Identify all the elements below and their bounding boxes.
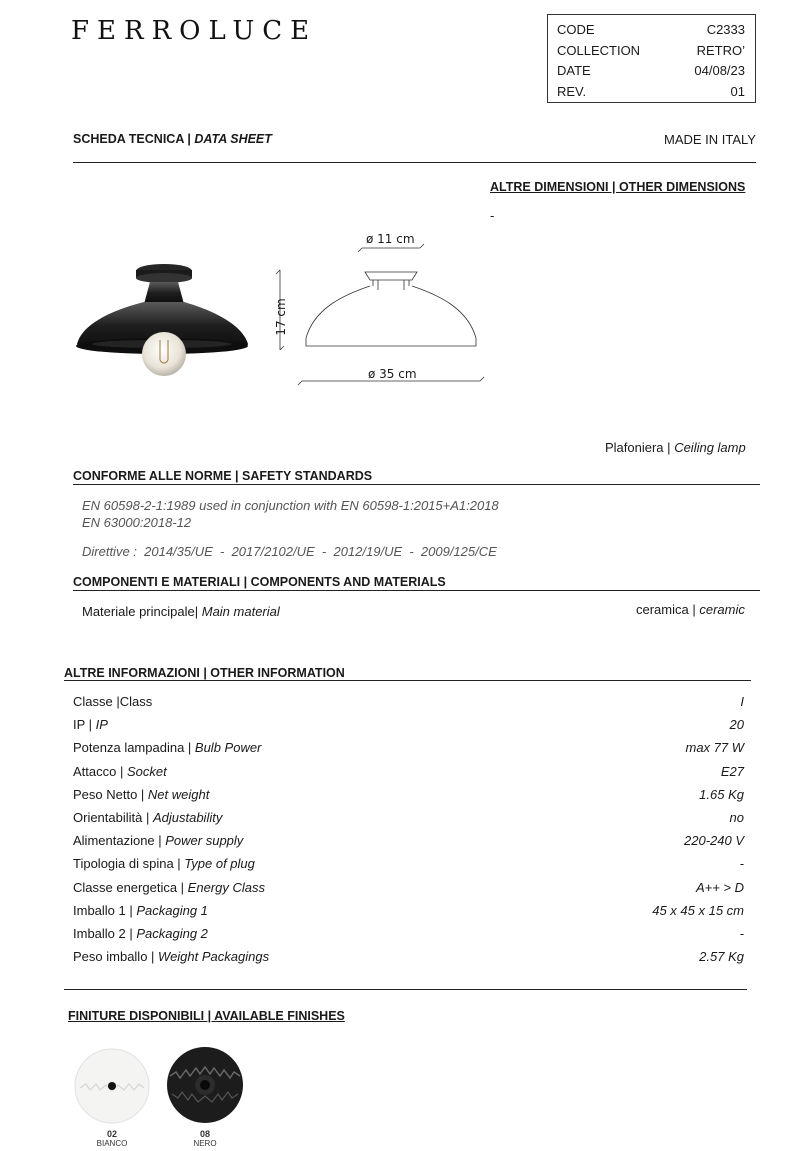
finishes-title: FINITURE DISPONIBILI | AVAILABLE FINISHES bbox=[68, 1009, 345, 1023]
info-row-code: CODE C2333 bbox=[557, 22, 745, 37]
table-row: Orientabilità | Adjustability no bbox=[73, 809, 744, 825]
height-label: 17 cm bbox=[274, 298, 288, 336]
directives-line: Direttive : 2014/35/UE - 2017/2102/UE - 2012/19/UE - 2009/125/CE bbox=[82, 544, 497, 559]
table-row: Potenza lampadina | Bulb Power max 77 W bbox=[73, 740, 744, 756]
other-dimensions-value: - bbox=[490, 208, 495, 223]
table-row: Peso imballo | Weight Packagings 2.57 Kg bbox=[73, 949, 744, 965]
divider bbox=[73, 484, 760, 485]
table-row: Imballo 1 | Packaging 1 45 x 45 x 15 cm bbox=[73, 902, 744, 918]
technical-drawing bbox=[270, 228, 490, 390]
table-row: IP | IP 20 bbox=[73, 717, 744, 733]
table-row: Classe energetica | Energy Class A++ > D bbox=[73, 879, 744, 895]
table-row: Attacco | Socket E27 bbox=[73, 763, 744, 779]
material-value: ceramica | ceramic bbox=[636, 602, 745, 617]
finish-label-bianco: 02 BIANCO bbox=[96, 1129, 128, 1148]
safety-standards-title: CONFORME ALLE NORME | SAFETY STANDARDS bbox=[73, 469, 373, 483]
table-row: Peso Netto | Net weight 1.65 Kg bbox=[73, 786, 744, 802]
product-photo bbox=[72, 260, 252, 378]
finish-swatch-nero bbox=[166, 1046, 244, 1124]
info-row-rev: REV. 01 bbox=[557, 83, 745, 99]
other-dimensions-title: ALTRE DIMENSIONI | OTHER DIMENSIONS bbox=[490, 180, 746, 194]
finish-label-nero: 08 NERO bbox=[193, 1129, 217, 1148]
divider bbox=[64, 680, 751, 681]
table-row: Classe |Class I bbox=[73, 694, 744, 709]
product-type: Plafoniera | Ceiling lamp bbox=[605, 440, 746, 455]
table-row: Imballo 2 | Packaging 2 - bbox=[73, 925, 744, 941]
finish-swatch-bianco bbox=[74, 1048, 150, 1124]
other-info-title: ALTRE INFORMAZIONI | OTHER INFORMATION bbox=[64, 666, 345, 680]
top-diameter-label: ø 11 cm bbox=[366, 232, 415, 246]
table-row: Alimentazione | Power supply 220-240 V bbox=[73, 833, 744, 849]
safety-standard-line: EN 63000:2018-12 bbox=[82, 515, 192, 530]
info-row-date: DATE 04/08/23 bbox=[557, 63, 745, 78]
bottom-diameter-label: ø 35 cm bbox=[368, 367, 417, 381]
table-row: Tipologia di spina | Type of plug - bbox=[73, 856, 744, 872]
other-info-table bbox=[73, 690, 744, 968]
components-title: COMPONENTI E MATERIALI | COMPONENTS AND MATERIALS bbox=[73, 575, 446, 589]
sheet-title: SCHEDA TECNICA | DATA SHEET bbox=[73, 132, 272, 146]
divider bbox=[64, 989, 747, 990]
safety-standard-line: EN 60598-2-1:1989 used in conjunction with EN 60598-1:2015+A1:2018 bbox=[82, 498, 499, 513]
brand-logo: FERROLUCE bbox=[71, 16, 318, 46]
divider bbox=[73, 590, 760, 591]
material-label: Materiale principale| Main material bbox=[82, 604, 280, 619]
made-in-italy: MADE IN ITALY bbox=[664, 132, 756, 147]
info-box bbox=[547, 14, 756, 103]
info-row-collection: COLLECTION RETRO’ bbox=[557, 42, 745, 58]
divider bbox=[73, 162, 756, 163]
